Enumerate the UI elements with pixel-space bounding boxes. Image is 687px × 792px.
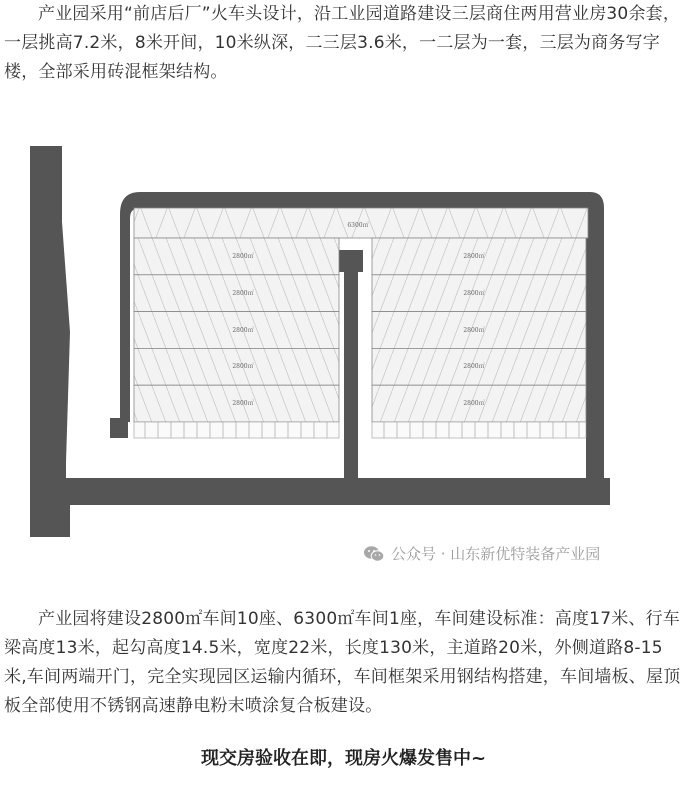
site-plan (0, 132, 687, 592)
svg-text:2800㎡: 2800㎡ (463, 327, 485, 334)
wechat-icon (363, 545, 385, 563)
workshop-6300 (134, 208, 588, 238)
svg-text:2800㎡: 2800㎡ (232, 290, 254, 297)
left-workshops (134, 238, 339, 422)
svg-text:2800㎡: 2800㎡ (463, 400, 485, 407)
watermark (363, 543, 600, 564)
details-paragraph: 产业园将建设2800㎡车间10座、6300㎡车间1座，车间建设标准：高度17米、行车梁高度13米，起勾高度14.5米，宽度22米，长度130米，主道路20米，外侧道路8-15米,车间两端开门，完全实现园区运输内循环，车间框架采用钢结构搭建，车间墙板、屋顶板全部使用不锈钢高速静电粉末喷涂复合板建设。 (4, 609, 681, 716)
intro-paragraph: 产业园采用“前店后厂”火车头设计，沿工业园道路建设三层商住两用营业房30余套，一层挑高7.2米，8米开间，10米纵深，二三层3.6米，一二层为一套，三层为商务写字楼，全部采用砖混框架结构。 (4, 4, 681, 82)
svg-text:2800㎡: 2800㎡ (232, 327, 254, 334)
shopfront-row (134, 422, 586, 438)
right-workshops (372, 238, 586, 422)
closing-line: 现交房验收在即，现房火爆发售中~ (200, 748, 487, 769)
svg-text:2800㎡: 2800㎡ (232, 253, 254, 260)
svg-text:2800㎡: 2800㎡ (232, 400, 254, 407)
svg-text:2800㎡: 2800㎡ (463, 253, 485, 260)
watermark-text: 公众号 · 山东新优特装备产业园 (391, 545, 601, 563)
svg-text:2800㎡: 2800㎡ (463, 290, 485, 297)
svg-text:2800㎡: 2800㎡ (463, 363, 485, 370)
svg-text:2800㎡: 2800㎡ (232, 363, 254, 370)
svg-text:6300㎡: 6300㎡ (347, 222, 369, 229)
